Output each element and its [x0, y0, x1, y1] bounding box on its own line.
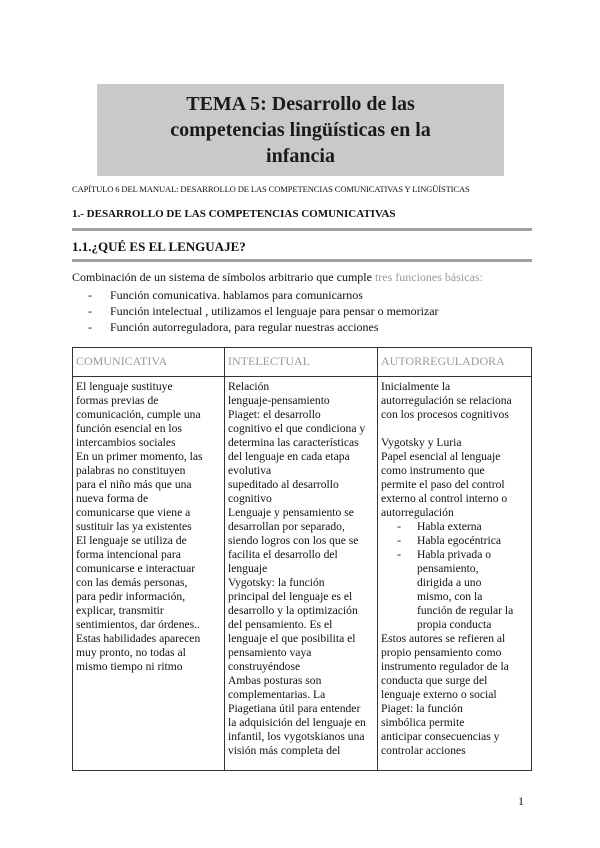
- list-item: - Función intelectual , utilizamos el lenguaje para pensar o memorizar: [88, 304, 439, 318]
- list-item-text: Habla egocéntrica: [417, 534, 502, 547]
- list-item: - Función autorreguladora, para regular nuestras acciones: [88, 320, 379, 334]
- cell-intelectual: [225, 377, 378, 771]
- list-item: - Función comunicativa. hablamos para comunicarnos: [88, 288, 363, 302]
- cell-autorreguladora-bottom: Estos autores se refieren al propio pensamiento como instrumento regulador de la conducta que surge del lenguaje externo o social Piaget: la función simbólica permite anticipar consecuencias y controlar acciones: [381, 632, 509, 757]
- list-item: - Habla egocéntrica: [381, 534, 529, 548]
- list-item-text: Función autorreguladora, para regular nuestras acciones: [110, 320, 379, 334]
- intro-text: Combinación de un sistema de símbolos arbitrario que cumple: [72, 270, 375, 284]
- subsection-divider: [72, 259, 532, 262]
- function-list: [88, 287, 439, 335]
- cell-intelectual-text: Relación lenguaje-pensamiento Piaget: el desarrollo cognitivo el que condiciona y determina las características del lenguaje en cada etapa evolutiva supeditado al desarrollo cognitivo Lenguaje y pensamiento se desarrollan por separado, siendo logros con los que se facilita el desarrollo del lenguaje Vygotsky: la función principal del lenguaje es el desarrollo y la optimización del pensamiento. Es el lenguaje el que posibilita el pensamiento vaya construyéndose Ambas posturas son complementarias. La Piagetiana útil para entender la adquisición del lenguaje en infantil, los vygotskianos una visión más completa del: [228, 380, 366, 757]
- list-item: - Habla externa: [381, 520, 529, 534]
- cell-autorreguladora-top: Inicialmente la autorregulación se relaciona con los procesos cognitivos Vygotsky y Luria Papel esencial al lenguaje como instrumento que permite el paso del control externo al control interno o autorregulación: [381, 380, 512, 519]
- header-intelectual: INTELECTUAL: [225, 348, 378, 377]
- title-line-2: competencias lingüísticas en la: [170, 119, 431, 141]
- list-item-text: Función intelectual , utilizamos el lenguaje para pensar o memorizar: [110, 304, 439, 318]
- page-number: 1: [518, 794, 524, 808]
- title-line-1: TEMA 5: Desarrollo de las: [186, 93, 415, 115]
- header-comunicativa: COMUNICATIVA: [73, 348, 225, 377]
- section-divider: [72, 228, 532, 231]
- chapter-reference: CAPÍTULO 6 DEL MANUAL: DESARROLLO DE LAS COMPETENCIAS COMUNICATIVAS Y LINGÜÍSTICAS: [72, 184, 470, 194]
- cell-comunicativa-text: El lenguaje sustituye formas previas de comunicación, cumple una función esencial en los intercambios sociales En un primer momento, las palabras no constituyen para el niño más que una nueva forma de comunicarse que viene a sustituir las ya existentes El lenguaje se utiliza de forma intencional para comunicarse e interactuar con las demás personas, para pedir información, explicar, transmitir sentimientos, dar órdenes.. Estas habilidades aparecen muy pronto, no todas al mismo tiempo ni ritmo: [76, 380, 203, 673]
- list-item: - Habla privada o pensamiento, dirigida a uno mismo, con la función de regular la propia conducta: [381, 548, 529, 632]
- functions-table: [72, 347, 532, 771]
- subsection-heading: 1.1.¿QUÉ ES EL LENGUAJE?: [72, 239, 246, 254]
- title-line-3: infancia: [266, 145, 335, 167]
- table-row: [73, 377, 532, 771]
- list-item-text: Función comunicativa. hablamos para comunicarnos: [110, 288, 363, 302]
- intro-paragraph: [72, 269, 483, 285]
- cell-autorreguladora: [378, 377, 532, 771]
- speech-types-list: [381, 520, 529, 632]
- title-box: [97, 84, 504, 176]
- intro-highlight: tres funciones básicas:: [374, 270, 483, 284]
- table-header-row: [73, 348, 532, 377]
- section-heading: 1.- DESARROLLO DE LAS COMPETENCIAS COMUNICATIVAS: [72, 208, 396, 220]
- cell-comunicativa: [73, 377, 225, 771]
- list-item-text: Habla externa: [417, 520, 482, 533]
- list-item-text: Habla privada o pensamiento, dirigida a uno mismo, con la función de regular la propia conducta: [417, 548, 514, 631]
- header-autorreguladora: AUTORREGULADORA: [378, 348, 532, 377]
